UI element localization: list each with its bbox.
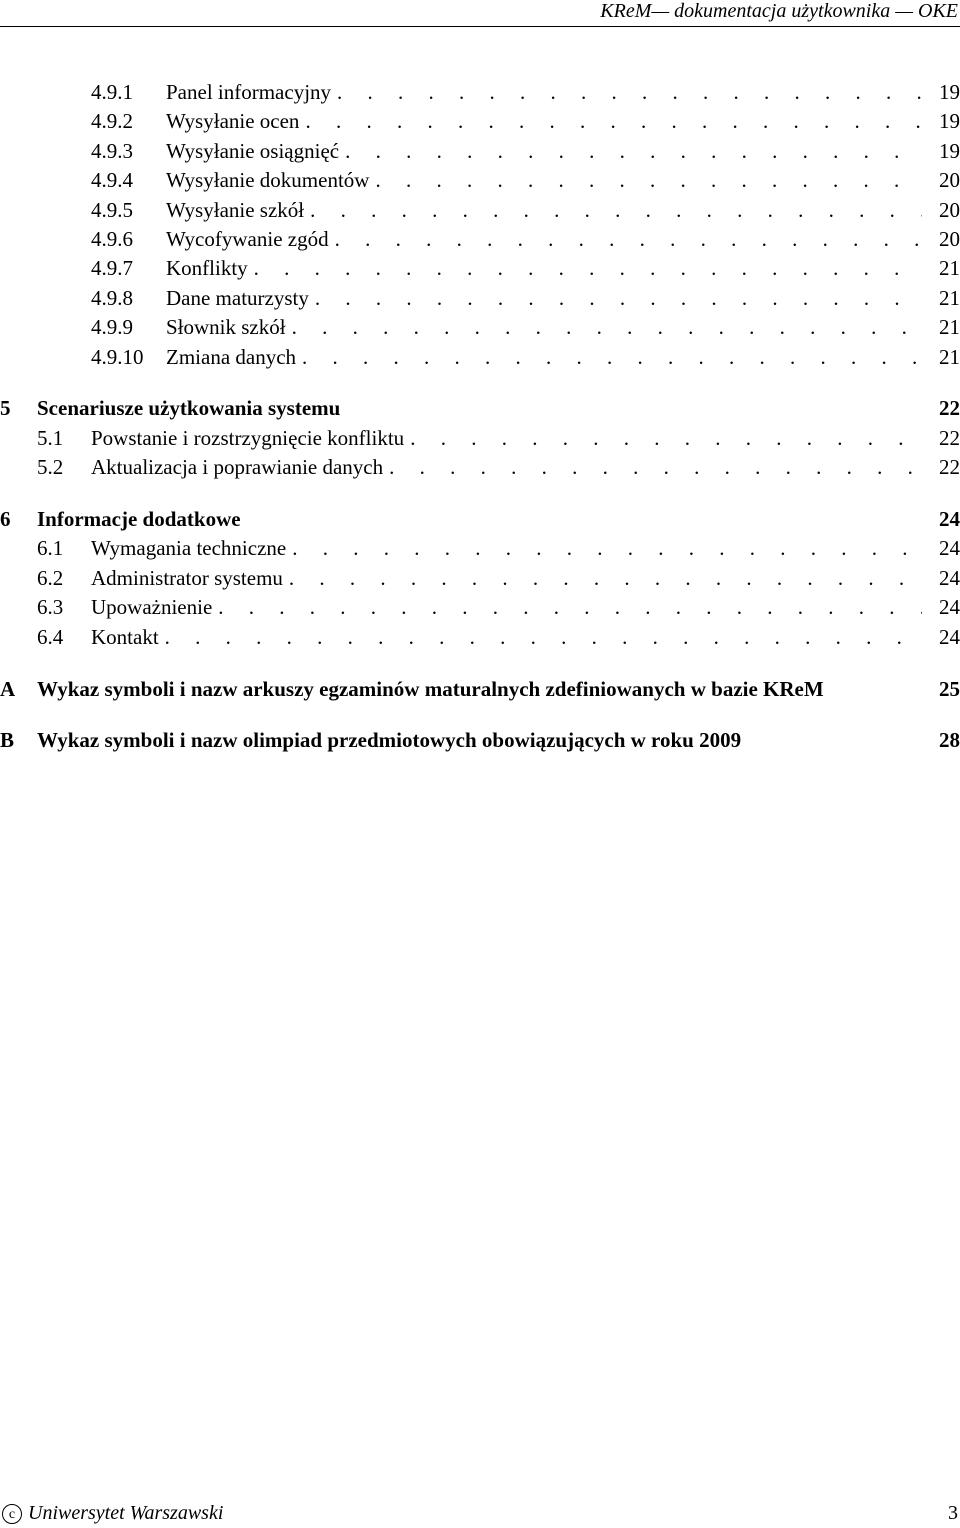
toc-page: 24	[939, 595, 960, 620]
toc-title: Aktualizacja i poprawianie danych	[91, 455, 384, 480]
toc-page: 20	[939, 226, 960, 251]
toc-entry-4-9-4[interactable]	[0, 166, 960, 195]
dot-leader	[289, 564, 922, 593]
toc-number: 4.9.2	[91, 109, 133, 134]
toc-appendix-a[interactable]	[0, 675, 960, 704]
toc-number: B	[0, 728, 15, 753]
running-title: KReM— dokumentacja użytkownika — OKE	[600, 0, 958, 22]
toc-page: 19	[939, 138, 960, 163]
toc-entry-6-1[interactable]	[0, 534, 960, 563]
toc-page: 25	[939, 676, 960, 701]
toc-title: Wysyłanie osiągnięć	[166, 138, 340, 163]
toc-title: Panel informacyjny	[166, 80, 332, 104]
toc-title: Powstanie i rozstrzygnięcie konfliktu	[91, 425, 405, 450]
dot-leader	[337, 78, 922, 107]
toc-number: 4.9.8	[91, 285, 133, 310]
toc-title: Kontakt	[91, 624, 159, 649]
toc-title: Scenariusze użytkowania systemu	[37, 396, 341, 421]
toc-title: Wykaz symboli i nazw arkuszy egzaminów maturalnych zdefiniowanych w bazie KReM	[37, 676, 824, 701]
toc-chapter-5[interactable]	[0, 394, 960, 423]
dot-leader	[218, 593, 922, 622]
toc-title: Administrator systemu	[91, 565, 283, 590]
dot-leader	[375, 166, 922, 195]
toc-entry-4-9-5[interactable]	[0, 196, 960, 225]
toc-page: 22	[939, 396, 960, 421]
toc-page: 24	[939, 565, 960, 590]
toc-entry-4-9-8[interactable]	[0, 284, 960, 313]
table-of-contents	[0, 78, 960, 756]
toc-entry-6-4[interactable]	[0, 623, 960, 652]
toc-page: 22	[939, 455, 960, 480]
dot-leader	[165, 623, 922, 652]
section-gap	[0, 483, 960, 506]
toc-entry-6-2[interactable]	[0, 564, 960, 593]
toc-title: Wysyłanie dokumentów	[166, 168, 370, 193]
dot-leader	[310, 196, 922, 225]
footer-copyright	[2, 1498, 223, 1528]
section-gap	[0, 372, 960, 395]
section-gap	[0, 704, 960, 727]
toc-page: 24	[939, 536, 960, 561]
toc-number: 6.2	[37, 565, 64, 590]
toc-number: 6.1	[37, 536, 64, 561]
toc-page: 20	[939, 168, 960, 193]
toc-page: 24	[939, 507, 960, 532]
toc-appendix-b[interactable]	[0, 726, 960, 755]
toc-page: 20	[939, 197, 960, 222]
toc-number: 5.1	[37, 425, 64, 450]
toc-number: 4.9.7	[91, 256, 133, 281]
toc-title: Dane maturzysty	[166, 285, 309, 310]
toc-entry-5-1[interactable]	[0, 424, 960, 453]
toc-page: 21	[939, 315, 960, 340]
dot-leader	[315, 284, 922, 313]
toc-number: 6.4	[37, 624, 64, 649]
running-header	[0, 0, 960, 27]
toc-entry-4-9-9[interactable]	[0, 313, 960, 342]
toc-title: Informacje dodatkowe	[37, 507, 241, 532]
toc-entry-4-9-6[interactable]	[0, 225, 960, 254]
toc-title: Wycofywanie zgód	[166, 226, 329, 251]
toc-entry-5-2[interactable]	[0, 453, 960, 482]
toc-number: 4.9.6	[91, 226, 133, 251]
toc-number: 6.3	[37, 595, 64, 620]
toc-chapter-6[interactable]	[0, 505, 960, 534]
toc-title: Wysyłanie szkół	[166, 197, 305, 222]
dot-leader	[335, 225, 922, 254]
toc-page: 21	[939, 344, 960, 369]
toc-page: 19	[939, 109, 960, 134]
toc-title: Wysyłanie ocen	[166, 109, 300, 134]
page-number: 3	[948, 1502, 958, 1524]
toc-number: 4.9.3	[91, 138, 133, 163]
toc-number: 4.9.1	[91, 80, 133, 104]
toc-entry-4-9-2[interactable]	[0, 107, 960, 136]
toc-entry-6-3[interactable]	[0, 593, 960, 622]
toc-page: 21	[939, 285, 960, 310]
toc-number: 4.9.5	[91, 197, 133, 222]
section-gap	[0, 652, 960, 675]
dot-leader	[292, 313, 922, 342]
dot-leader	[292, 534, 922, 563]
toc-title: Konflikty	[166, 256, 248, 281]
toc-entry-4-9-10[interactable]	[0, 343, 960, 372]
toc-number: 4.9.4	[91, 168, 133, 193]
copyright-icon: c	[2, 1504, 22, 1524]
toc-title: Wykaz symboli i nazw olimpiad przedmiotowych obowiązujących w roku 2009	[37, 728, 742, 753]
toc-title: Zmiana danych	[166, 344, 297, 369]
dot-leader	[389, 453, 922, 482]
toc-title: Wymagania techniczne	[91, 536, 287, 561]
toc-entry-4-9-7[interactable]	[0, 254, 960, 283]
toc-page: 21	[939, 256, 960, 281]
dot-leader	[305, 107, 922, 136]
toc-number: 4.9.9	[91, 315, 133, 340]
toc-page: 22	[939, 425, 960, 450]
toc-page: 28	[939, 728, 960, 753]
footer-institution: Uniwersytet Warszawski	[28, 1502, 224, 1524]
dot-leader	[345, 137, 922, 166]
dot-leader	[302, 343, 922, 372]
toc-title: Słownik szkół	[166, 315, 286, 340]
toc-page: 24	[939, 624, 960, 649]
dot-leader	[410, 424, 922, 453]
toc-number: 6	[0, 507, 11, 532]
toc-entry-4-9-1[interactable]	[0, 78, 960, 107]
toc-number: 5	[0, 396, 11, 421]
toc-page: 19	[939, 80, 960, 104]
toc-entry-4-9-3[interactable]	[0, 137, 960, 166]
toc-title: Upoważnienie	[91, 595, 213, 620]
toc-number: 5.2	[37, 455, 64, 480]
dot-leader	[254, 254, 922, 283]
toc-number: A	[0, 676, 16, 701]
toc-number: 4.9.10	[91, 344, 144, 369]
